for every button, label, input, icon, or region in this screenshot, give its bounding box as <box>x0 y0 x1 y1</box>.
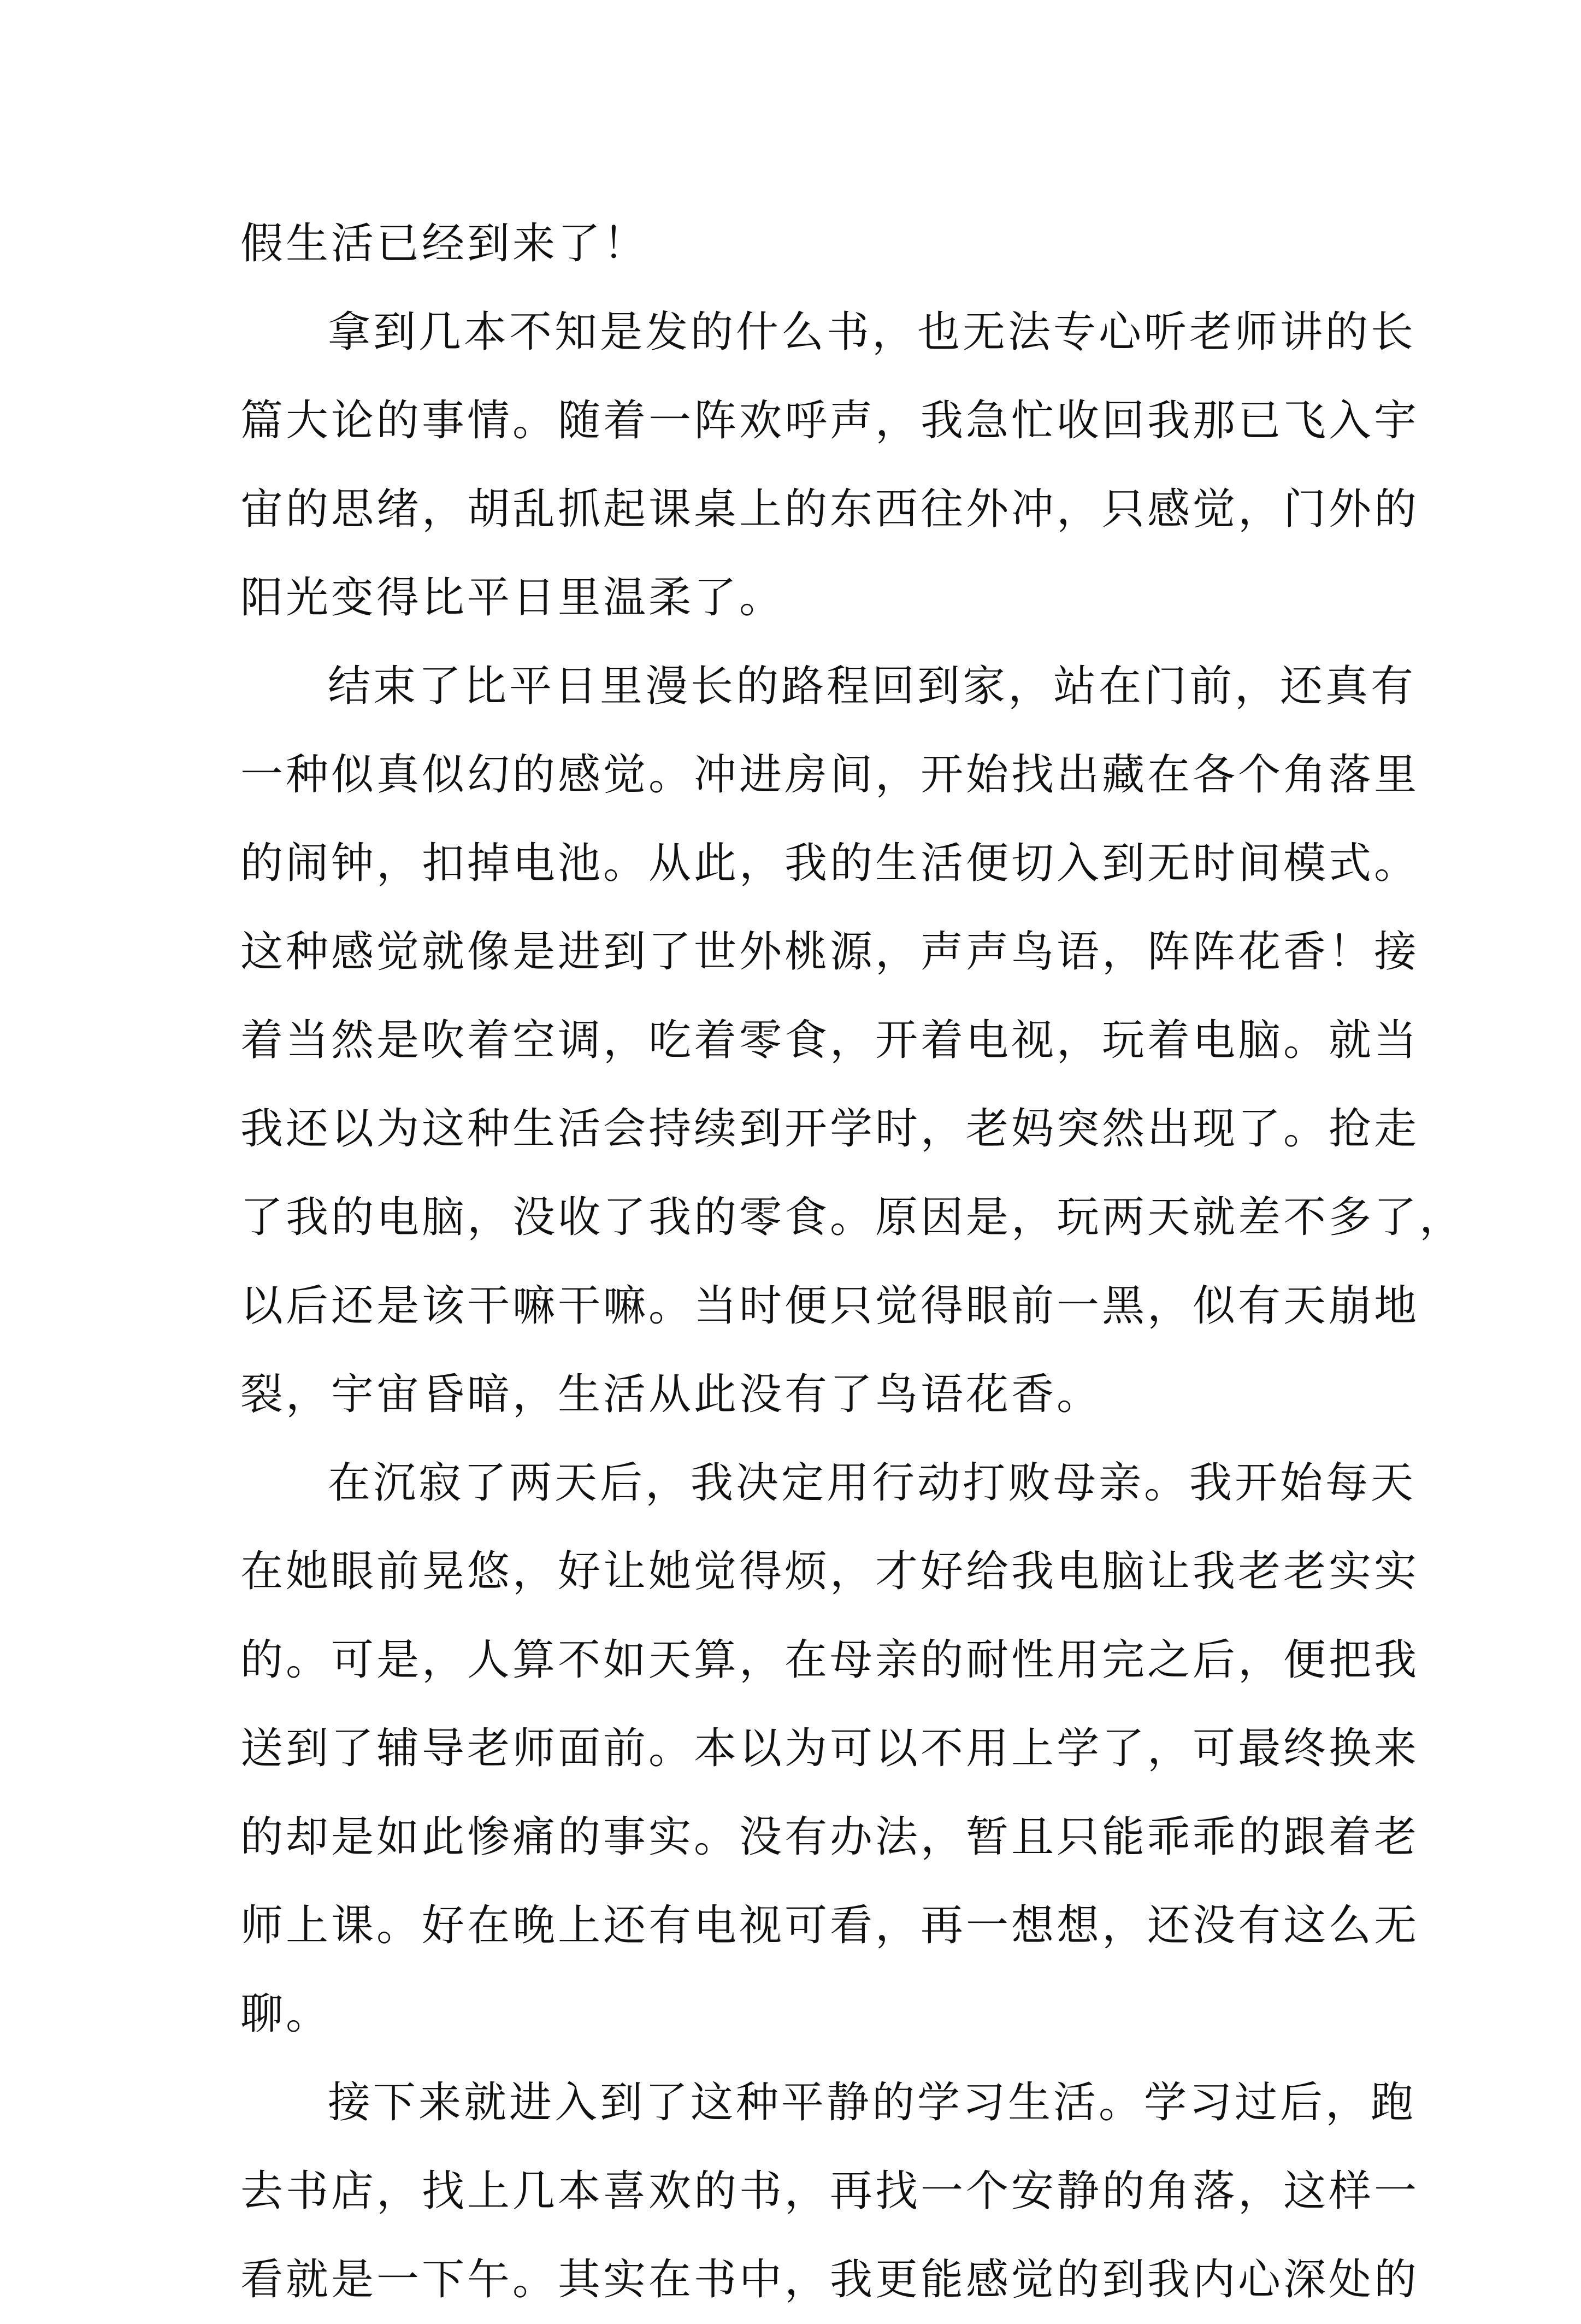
paragraph-2-line-4: 阳光变得比平日里温柔了。 <box>240 573 785 622</box>
paragraph-3-line-2: 一种似真似幻的感觉。冲进房间，开始找出藏在各个角落里 <box>240 750 1420 799</box>
paragraph-2-line-1: 拿到几本不知是发的什么书，也无法专心听老师讲的长 <box>328 308 1417 357</box>
paragraph-4-line-1: 在沉寂了两天后，我决定用行动打败母亲。我开始每天 <box>328 1458 1417 1508</box>
paragraph-3-line-1: 结束了比平日里漫长的路程回到家，站在门前，还真有 <box>328 662 1417 711</box>
paragraph-1-line-1: 假生活已经到来了！ <box>240 219 649 268</box>
paragraph-3-line-4: 这种感觉就像是进到了世外桃源，声声鸟语，阵阵花香！接 <box>240 927 1420 976</box>
paragraph-4-line-2: 在她眼前晃悠，好让她觉得烦，才好给我电脑让我老老实实 <box>240 1547 1420 1596</box>
paragraph-4-line-3: 的。可是，人算不如天算，在母亲的耐性用完之后，便把我 <box>240 1635 1420 1685</box>
paragraph-5-line-3: 看就是一下午。其实在书中，我更能感觉的到我内心深处的 <box>240 2255 1420 2304</box>
essay-body <box>240 199 1465 2324</box>
paragraph-2-line-3: 宙的思绪，胡乱抓起课桌上的东西往外冲，只感觉，门外的 <box>240 485 1420 534</box>
paragraph-3-line-6: 我还以为这种生活会持续到开学时，老妈突然出现了。抢走 <box>240 1104 1420 1154</box>
paragraph-3-line-7: 了我的电脑，没收了我的零食。原因是，玩两天就差不多了， <box>240 1193 1465 1242</box>
paragraph-4-line-6: 师上课。好在晚上还有电视可看，再一想想，还没有这么无 <box>240 1901 1420 1950</box>
paragraph-4-line-4: 送到了辅导老师面前。本以为可以不用上学了，可最终换来 <box>240 1724 1420 1773</box>
paragraph-3-line-3: 的闹钟，扣掉电池。从此，我的生活便切入到无时间模式。 <box>240 839 1420 888</box>
paragraph-3-line-9: 裂，宇宙昏暗，生活从此没有了鸟语花香。 <box>240 1370 1102 1419</box>
paragraph-3-line-5: 着当然是吹着空调，吃着零食，开着电视，玩着电脑。就当 <box>240 1016 1420 1065</box>
paragraph-4-line-7: 聊。 <box>240 1990 332 2039</box>
paragraph-2-line-2: 篇大论的事情。随着一阵欢呼声，我急忙收回我那已飞入宇 <box>240 396 1420 445</box>
paragraph-4-line-5: 的却是如此惨痛的事实。没有办法，暂且只能乖乖的跟着老 <box>240 1813 1420 1862</box>
paragraph-3-line-8: 以后还是该干嘛干嘛。当时便只觉得眼前一黑，似有天崩地 <box>240 1281 1420 1331</box>
paragraph-5-line-1: 接下来就进入到了这种平静的学习生活。学习过后，跑 <box>328 2078 1417 2127</box>
paragraph-5-line-2: 去书店，找上几本喜欢的书，再找一个安静的角落，这样一 <box>240 2167 1420 2216</box>
